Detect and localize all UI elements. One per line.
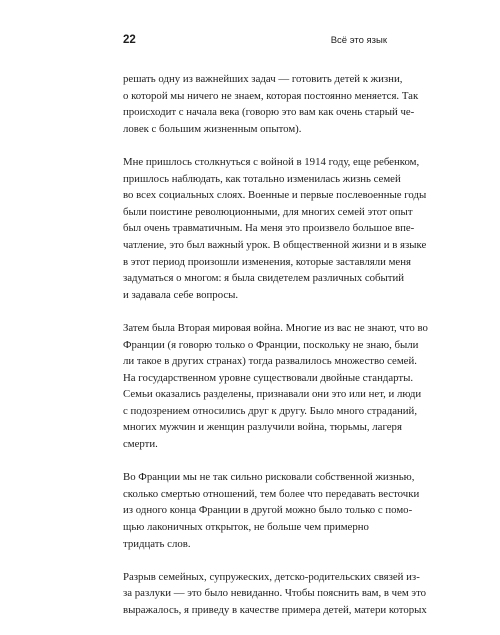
body-text bbox=[123, 71, 428, 635]
text-line: Во Франции мы не так сильно рисковали собственной жизнью, bbox=[123, 471, 415, 484]
paragraph bbox=[123, 154, 427, 303]
text-line: сколько смертью отношений, тем более что передавать весточки bbox=[123, 487, 420, 500]
text-line: задуматься о многом: я была свидетелем различных событий bbox=[123, 272, 405, 285]
text-line: в этот период произошли изменения, которые заставляли меня bbox=[123, 255, 411, 268]
page-number: 22 bbox=[123, 34, 136, 46]
text-line: щью лаконичных открыток, не больше чем примерно bbox=[123, 521, 369, 534]
paragraph bbox=[123, 569, 427, 619]
paragraph bbox=[123, 71, 419, 137]
text-line: Франции (я говорю только о Франции, поскольку не знаю, были bbox=[123, 338, 419, 351]
text-line: был очень травматичным. На меня это произвело большое впе- bbox=[123, 222, 415, 235]
text-line: происходит с начала века (говорю это вам как очень старый че- bbox=[123, 106, 415, 119]
text-line: Затем была Вторая мировая война. Многие из вас не знают, что во bbox=[123, 321, 428, 334]
text-line: смерти. bbox=[123, 438, 158, 451]
text-line: из одного конца Франции в другой можно было только с помо- bbox=[123, 504, 413, 517]
page-header bbox=[123, 33, 387, 47]
text-line: Семьи оказались разделены, признавали они это или нет, и люди bbox=[123, 388, 422, 401]
text-line: и задавала себе вопросы. bbox=[123, 288, 239, 301]
text-line: ли такое в других странах) тогда развалилось множество семей. bbox=[123, 355, 417, 368]
paragraph bbox=[123, 469, 420, 552]
text-line: На государственном уровне существовали двойные стандарты. bbox=[123, 371, 414, 384]
paragraph bbox=[123, 320, 428, 453]
text-line: Мне пришлось столкнуться с войной в 1914 году, еще ребенком, bbox=[123, 155, 420, 168]
text-line: за разлуки — это было невиданно. Чтобы пояснить вам, в чем это bbox=[123, 587, 427, 600]
text-line: во всех социальных слоях. Военные и первые послевоенные годы bbox=[123, 189, 427, 202]
text-line: решать одну из важнейших задач — готовить детей к жизни, bbox=[123, 73, 403, 85]
running-head: Всё это язык bbox=[330, 35, 387, 46]
text-line: о которой мы ничего не знаем, которая постоянно меняется. Так bbox=[123, 89, 419, 102]
text-line: с подозрением относились друг к другу. Было много страданий, bbox=[123, 404, 418, 417]
text-line: были поистине революционными, для многих семей этот опыт bbox=[123, 205, 413, 218]
text-line: тридцать слов. bbox=[123, 537, 191, 550]
text-line: пришлось наблюдать, как тотально изменилась жизнь семей bbox=[123, 172, 401, 185]
text-line: чатление, это был важный урок. В общественной жизни и в языке bbox=[123, 238, 427, 251]
text-line: многих мужчин и женщин разлучили война, тюрьмы, лагеря bbox=[123, 421, 402, 434]
text-line: выражалось, я приведу в качестве примера детей, матери которых bbox=[123, 604, 427, 616]
text-line: ловек с большим жизненным опытом). bbox=[123, 122, 302, 135]
text-line: Разрыв семейных, супружеских, детско-родительских связей из- bbox=[123, 570, 420, 583]
